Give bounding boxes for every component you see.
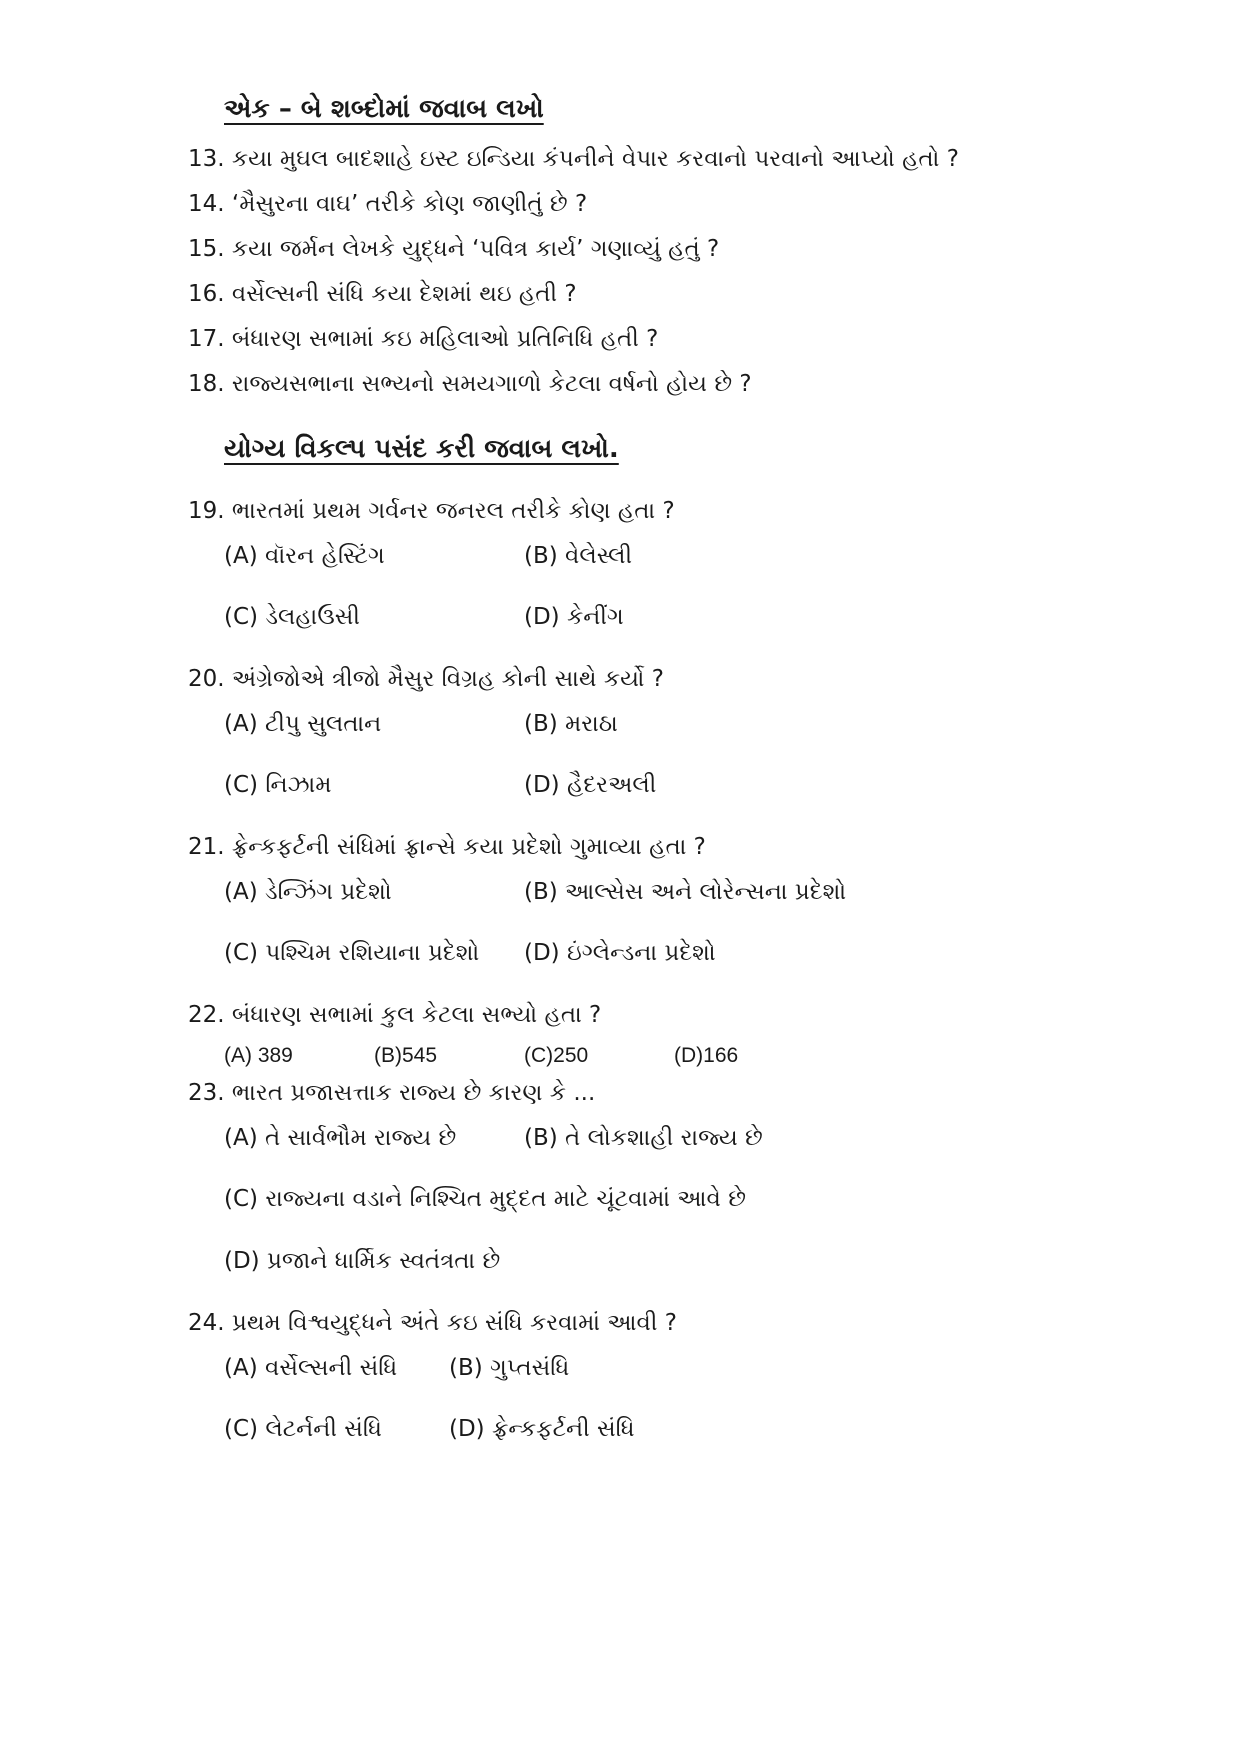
question-16: 16. વર્સેલ્સની સંધિ કયા દેશમાં થઇ હતી ? — [188, 281, 577, 307]
question-21: 21. ફ્રેન્કફર્ટની સંધિમાં ફ્રાન્સે કયા પ્રદેશો ગુમાવ્યા હતા ? — [188, 834, 706, 860]
q21-option-a: (A) ડેન્ઝિંગ પ્રદેશો — [224, 879, 392, 905]
q20-option-a: (A) ટીપુ સુલતાન — [224, 711, 382, 737]
q21-option-c: (C) પશ્ચિમ રશિયાના પ્રદેશો — [224, 940, 480, 966]
q20-option-d: (D) હૈદરઅલી — [524, 772, 657, 798]
section-heading-multiple-choice: યોગ્ય વિકલ્પ પસંદ કરી જવાબ લખો. — [224, 434, 619, 464]
q23-option-b: (B) તે લોકશાહી રાજ્ય છે — [524, 1125, 763, 1151]
q22-option-a: (A) 389 — [224, 1044, 293, 1067]
question-23: 23. ભારત પ્રજાસત્તાક રાજ્ય છે કારણ કે ... — [188, 1080, 596, 1106]
question-24: 24. પ્રથમ વિશ્વયુદ્ધને અંતે કઇ સંધિ કરવામાં આવી ? — [188, 1310, 677, 1336]
q24-option-c: (C) લેટર્નની સંધિ — [224, 1416, 382, 1442]
q19-option-b: (B) વેલેસ્લી — [524, 543, 633, 569]
q21-option-b: (B) આલ્સેસ અને લોરેન્સના પ્રદેશો — [524, 879, 847, 905]
q22-option-c: (C)250 — [524, 1044, 589, 1067]
q24-option-b: (B) ગુપ્તસંધિ — [449, 1355, 570, 1381]
section-heading-short-answer: એક – બે શબ્દોમાં જવાબ લખો — [224, 94, 544, 124]
question-19: 19. ભારતમાં પ્રથમ ગર્વનર જનરલ તરીકે કોણ હતા ? — [188, 498, 675, 524]
q20-option-c: (C) નિઝામ — [224, 772, 332, 798]
question-20: 20. અંગ્રેજોએ ત્રીજો મૈસુર વિગ્રહ કોની સાથે કર્યો ? — [188, 666, 664, 692]
question-22: 22. બંધારણ સભામાં કુલ કેટલા સભ્યો હતા ? — [188, 1002, 602, 1028]
question-17: 17. બંધારણ સભામાં કઇ મહિલાઓ પ્રતિનિધિ હતી ? — [188, 326, 659, 352]
q23-option-c: (C) રાજ્યના વડાને નિશ્ચિત મુદ્દત માટે ચૂંટવામાં આવે છે — [224, 1186, 746, 1212]
q23-option-d: (D) પ્રજાને ધાર્મિક સ્વતંત્રતા છે — [224, 1248, 501, 1274]
q22-option-b: (B)545 — [374, 1044, 438, 1067]
q24-option-a: (A) વર્સેલ્સની સંધિ — [224, 1355, 398, 1381]
q19-option-a: (A) વૉરન હેસ્ટિંગ — [224, 543, 385, 569]
q19-option-c: (C) ડેલહાઉસી — [224, 604, 360, 630]
q21-option-d: (D) ઇંગ્લેન્ડના પ્રદેશો — [524, 940, 716, 966]
q24-option-d: (D) ફ્રેન્કફર્ટની સંધિ — [449, 1416, 635, 1442]
question-14: 14. ‘મૈસુરના વાઘ’ તરીકે કોણ જાણીતું છે ? — [188, 191, 588, 217]
q23-option-a: (A) તે સાર્વભૌમ રાજ્ય છે — [224, 1125, 457, 1151]
question-15: 15. કયા જર્મન લેખકે યુદ્ધને ‘પવિત્ર કાર્ય’ ગણાવ્યું હતું ? — [188, 236, 720, 262]
question-13: 13. કયા મુઘલ બાદશાહે ઇસ્ટ ઇન્ડિયા કંપનીને વેપાર કરવાનો પરવાનો આપ્યો હતો ? — [188, 146, 959, 172]
q19-option-d: (D) કેનીંગ — [524, 604, 624, 630]
q20-option-b: (B) મરાઠા — [524, 711, 618, 737]
q22-option-d: (D)166 — [674, 1044, 739, 1067]
question-18: 18. રાજ્યસભાના સભ્યનો સમયગાળો કેટલા વર્ષનો હોય છે ? — [188, 371, 752, 397]
